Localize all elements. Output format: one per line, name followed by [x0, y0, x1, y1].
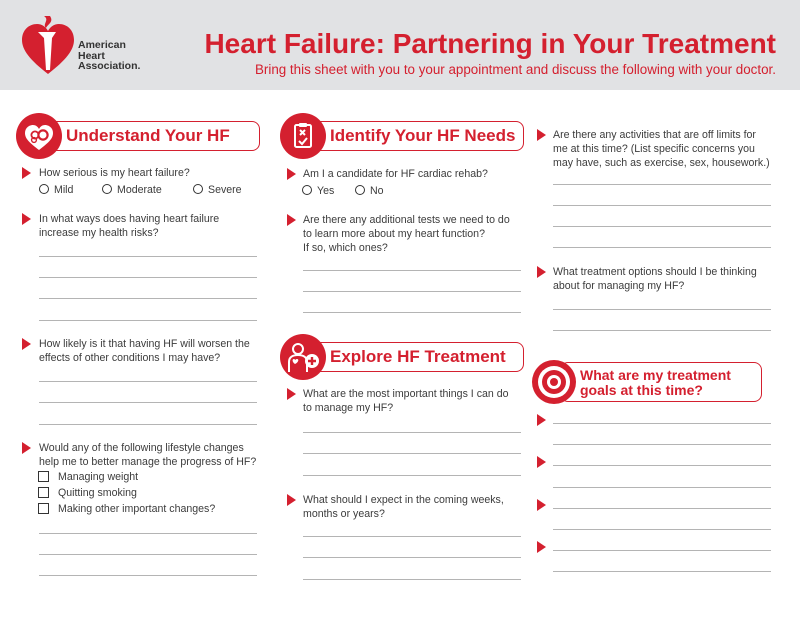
- radio-circle[interactable]: [39, 184, 49, 194]
- radio-mild[interactable]: Mild: [39, 184, 73, 196]
- target-icon: [531, 359, 577, 405]
- page-subtitle: Bring this sheet with you to your appointment and discuss the following with your doctor.: [254, 62, 776, 77]
- answer-line[interactable]: [39, 424, 257, 425]
- answer-line[interactable]: [39, 381, 257, 382]
- section-title: Identify Your HF Needs: [330, 126, 516, 145]
- answer-line[interactable]: [553, 226, 771, 227]
- question-text: Are there any additional tests we need to do to learn more about my heart function? If so, which ones?: [303, 214, 510, 254]
- bullet-arrow-icon: [537, 266, 546, 278]
- person-plus-icon: [280, 334, 326, 380]
- checkbox-quitting-smoking[interactable]: Quitting smoking: [38, 487, 137, 499]
- answer-line[interactable]: [553, 309, 771, 310]
- answer-line[interactable]: [303, 579, 521, 580]
- checkbox-other-changes[interactable]: Making other important changes?: [38, 503, 215, 515]
- section-title: What are my treatment goals at this time?: [580, 367, 731, 398]
- question-text: How likely is it that having HF will worsen the effects of other conditions I may have?: [39, 338, 250, 364]
- bullet-arrow-icon: [287, 494, 296, 506]
- bullet-arrow-icon: [537, 541, 546, 553]
- answer-line[interactable]: [303, 475, 521, 476]
- answer-line[interactable]: [553, 487, 771, 488]
- question-text: Are there any activities that are off limits for me at this time? (List specific concerns you may have, such as exercise, sex, housework.): [553, 129, 770, 169]
- bullet-arrow-icon: [22, 338, 31, 350]
- answer-line[interactable]: [553, 508, 771, 509]
- answer-line[interactable]: [553, 184, 771, 185]
- radio-no[interactable]: No: [355, 185, 384, 197]
- bullet-arrow-icon: [22, 213, 31, 225]
- checkbox-managing-weight[interactable]: Managing weight: [38, 471, 138, 483]
- answer-line[interactable]: [553, 330, 771, 331]
- answer-line[interactable]: [303, 557, 521, 558]
- clipboard-check-icon: [280, 113, 326, 159]
- radio-circle[interactable]: [302, 185, 312, 195]
- answer-line[interactable]: [553, 423, 771, 424]
- checkbox-square[interactable]: [38, 487, 49, 498]
- answer-line[interactable]: [303, 312, 521, 313]
- bullet-arrow-icon: [537, 414, 546, 426]
- answer-line[interactable]: [303, 536, 521, 537]
- question-text: In what ways does having heart failure increase my health risks?: [39, 213, 220, 239]
- answer-line[interactable]: [39, 298, 257, 299]
- bullet-arrow-icon: [22, 167, 31, 179]
- radio-circle[interactable]: [193, 184, 203, 194]
- answer-line[interactable]: [553, 571, 771, 572]
- checkbox-square[interactable]: [38, 471, 49, 482]
- answer-line[interactable]: [39, 554, 257, 555]
- answer-line[interactable]: [553, 444, 771, 445]
- bullet-arrow-icon: [287, 214, 296, 226]
- bullet-arrow-icon: [537, 456, 546, 468]
- radio-circle[interactable]: [102, 184, 112, 194]
- answer-line[interactable]: [553, 205, 771, 206]
- answer-line[interactable]: [39, 320, 257, 321]
- answer-line[interactable]: [553, 550, 771, 551]
- answer-line[interactable]: [39, 402, 257, 403]
- question-text: Am I a candidate for HF cardiac rehab?: [303, 168, 488, 180]
- answer-line[interactable]: [553, 247, 771, 248]
- page-header: [0, 0, 800, 90]
- answer-line[interactable]: [553, 465, 771, 466]
- question-text: What are the most important things I can do to manage my HF?: [303, 388, 509, 414]
- answer-line[interactable]: [303, 291, 521, 292]
- answer-line[interactable]: [303, 432, 521, 433]
- radio-yes[interactable]: Yes: [302, 185, 334, 197]
- bullet-arrow-icon: [537, 499, 546, 511]
- checkbox-square[interactable]: [38, 503, 49, 514]
- radio-severe[interactable]: Severe: [193, 184, 242, 196]
- answer-line[interactable]: [303, 270, 521, 271]
- heart-torch-icon: [20, 14, 76, 78]
- question-text: What treatment options should I be thinking about for managing my HF?: [553, 266, 757, 292]
- question-text: What should I expect in the coming weeks, months or years?: [303, 494, 504, 520]
- radio-circle[interactable]: [355, 185, 365, 195]
- answer-line[interactable]: [553, 529, 771, 530]
- radio-moderate[interactable]: Moderate: [102, 184, 162, 196]
- page-title: Heart Failure: Partnering in Your Treatment: [204, 28, 776, 59]
- question-text: How serious is my heart failure?: [39, 167, 190, 179]
- section-title: Understand Your HF: [66, 126, 230, 145]
- heart-gears-icon: [16, 113, 62, 159]
- answer-line[interactable]: [39, 533, 257, 534]
- org-name: American Heart Association.: [78, 39, 141, 72]
- bullet-arrow-icon: [537, 129, 546, 141]
- answer-line[interactable]: [39, 256, 257, 257]
- answer-line[interactable]: [303, 453, 521, 454]
- answer-line[interactable]: [39, 277, 257, 278]
- bullet-arrow-icon: [287, 388, 296, 400]
- aha-logo: [20, 14, 140, 78]
- section-title: Explore HF Treatment: [330, 347, 506, 366]
- answer-line[interactable]: [39, 575, 257, 576]
- question-text: Would any of the following lifestyle changes help me to better manage the progress of HF?: [39, 442, 257, 468]
- bullet-arrow-icon: [287, 168, 296, 180]
- bullet-arrow-icon: [22, 442, 31, 454]
